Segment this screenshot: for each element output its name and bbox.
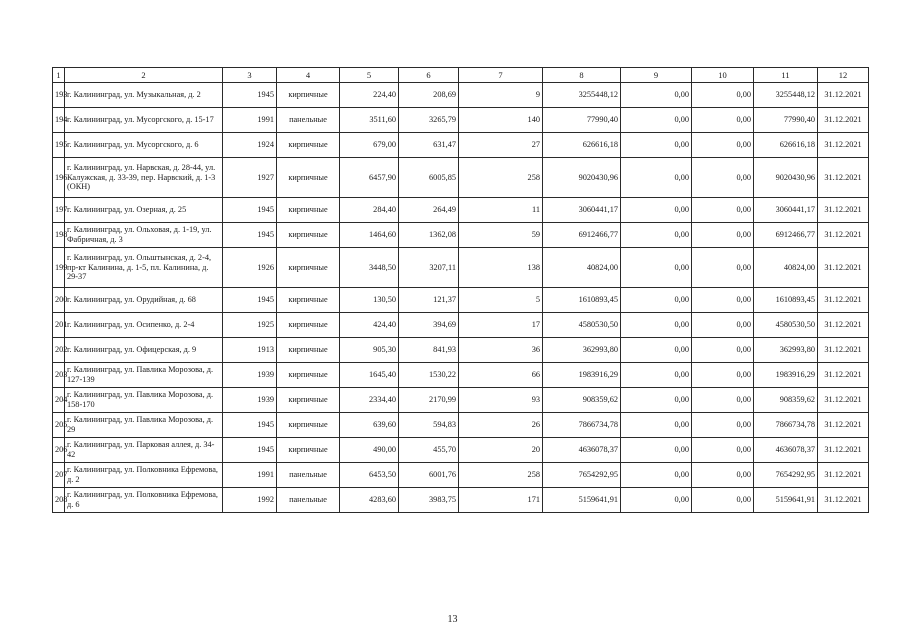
living-area-cell: 631,47 xyxy=(399,133,459,158)
address-cell: г. Калининград, ул. Ольховая, д. 1-19, ул. Фабричная, д. 3 xyxy=(65,223,223,248)
year-cell: 1945 xyxy=(223,223,277,248)
cost-budget-cell: 3255448,12 xyxy=(754,83,818,108)
wall-material-cell: кирпичные xyxy=(277,198,340,223)
living-area-cell: 594,83 xyxy=(399,413,459,438)
cost-total-cell: 5159641,91 xyxy=(543,488,621,513)
header-cell: 1 xyxy=(53,68,65,83)
address-cell: г. Калининград, ул. Офицерская, д. 9 xyxy=(65,338,223,363)
table-row xyxy=(53,198,869,223)
cost-budget-cell: 9020430,96 xyxy=(754,158,818,198)
completion-date-cell: 31.12.2021 xyxy=(818,158,869,198)
cost-owner-cell: 0,00 xyxy=(692,488,754,513)
cost-total-cell: 1610893,45 xyxy=(543,288,621,313)
cost-total-cell: 626616,18 xyxy=(543,133,621,158)
table-row xyxy=(53,438,869,463)
year-cell: 1924 xyxy=(223,133,277,158)
address-cell: г. Калининград, ул. Павлика Морозова, д. 29 xyxy=(65,413,223,438)
cost-budget-cell: 7654292,95 xyxy=(754,463,818,488)
housing-registry-table xyxy=(52,67,869,513)
wall-material-cell: кирпичные xyxy=(277,288,340,313)
cost-owner-cell: 0,00 xyxy=(692,133,754,158)
living-area-cell: 1362,08 xyxy=(399,223,459,248)
total-area-cell: 6453,50 xyxy=(340,463,399,488)
residents-cell: 138 xyxy=(459,248,543,288)
header-cell: 3 xyxy=(223,68,277,83)
total-area-cell: 284,40 xyxy=(340,198,399,223)
cost-budget-cell: 5159641,91 xyxy=(754,488,818,513)
cost-owner-cell: 0,00 xyxy=(692,83,754,108)
header-cell: 4 xyxy=(277,68,340,83)
residents-cell: 258 xyxy=(459,463,543,488)
cost-owner-cell: 0,00 xyxy=(692,413,754,438)
cost-total-cell: 9020430,96 xyxy=(543,158,621,198)
row-number: 203 xyxy=(53,363,65,388)
wall-material-cell: кирпичные xyxy=(277,133,340,158)
residents-cell: 258 xyxy=(459,158,543,198)
living-area-cell: 3983,75 xyxy=(399,488,459,513)
completion-date-cell: 31.12.2021 xyxy=(818,223,869,248)
year-cell: 1945 xyxy=(223,288,277,313)
cost-fund-cell: 0,00 xyxy=(621,488,692,513)
address-cell: г. Калининград, ул. Полковника Ефремова, д. 2 xyxy=(65,463,223,488)
living-area-cell: 841,93 xyxy=(399,338,459,363)
header-cell: 9 xyxy=(621,68,692,83)
header-cell: 2 xyxy=(65,68,223,83)
total-area-cell: 130,50 xyxy=(340,288,399,313)
cost-total-cell: 3255448,12 xyxy=(543,83,621,108)
cost-fund-cell: 0,00 xyxy=(621,198,692,223)
cost-budget-cell: 7866734,78 xyxy=(754,413,818,438)
row-number: 193 xyxy=(53,83,65,108)
living-area-cell: 6001,76 xyxy=(399,463,459,488)
residents-cell: 59 xyxy=(459,223,543,248)
year-cell: 1926 xyxy=(223,248,277,288)
cost-budget-cell: 6912466,77 xyxy=(754,223,818,248)
row-number: 207 xyxy=(53,463,65,488)
table-row xyxy=(53,463,869,488)
row-number: 194 xyxy=(53,108,65,133)
completion-date-cell: 31.12.2021 xyxy=(818,488,869,513)
completion-date-cell: 31.12.2021 xyxy=(818,248,869,288)
residents-cell: 9 xyxy=(459,83,543,108)
total-area-cell: 2334,40 xyxy=(340,388,399,413)
row-number: 204 xyxy=(53,388,65,413)
residents-cell: 17 xyxy=(459,313,543,338)
total-area-cell: 3448,50 xyxy=(340,248,399,288)
wall-material-cell: панельные xyxy=(277,488,340,513)
row-number: 199 xyxy=(53,248,65,288)
address-cell: г. Калининград, ул. Осипенко, д. 2-4 xyxy=(65,313,223,338)
cost-fund-cell: 0,00 xyxy=(621,158,692,198)
cost-total-cell: 7866734,78 xyxy=(543,413,621,438)
living-area-cell: 3207,11 xyxy=(399,248,459,288)
table-row xyxy=(53,83,869,108)
table-row xyxy=(53,388,869,413)
address-cell: г. Калининград, ул. Нарвская, д. 28-44, ул. Калужская, д. 33-39, пер. Нарвский, д. 1-3 (ОКН) xyxy=(65,158,223,198)
address-cell: г. Калининград, ул. Мусоргского, д. 6 xyxy=(65,133,223,158)
cost-owner-cell: 0,00 xyxy=(692,198,754,223)
year-cell: 1945 xyxy=(223,83,277,108)
address-cell: г. Калининград, ул. Озерная, д. 25 xyxy=(65,198,223,223)
table-row xyxy=(53,223,869,248)
cost-budget-cell: 4636078,37 xyxy=(754,438,818,463)
header-cell: 6 xyxy=(399,68,459,83)
total-area-cell: 905,30 xyxy=(340,338,399,363)
cost-owner-cell: 0,00 xyxy=(692,313,754,338)
address-cell: г. Калининград, ул. Орудийная, д. 68 xyxy=(65,288,223,313)
completion-date-cell: 31.12.2021 xyxy=(818,413,869,438)
column-number-header-row xyxy=(53,68,869,83)
table-row xyxy=(53,413,869,438)
header-cell: 7 xyxy=(459,68,543,83)
header-cell: 12 xyxy=(818,68,869,83)
cost-owner-cell: 0,00 xyxy=(692,248,754,288)
row-number: 197 xyxy=(53,198,65,223)
wall-material-cell: кирпичные xyxy=(277,388,340,413)
cost-fund-cell: 0,00 xyxy=(621,108,692,133)
total-area-cell: 639,60 xyxy=(340,413,399,438)
address-cell: г. Калининград, ул. Ольштынская, д. 2-4, пр-кт Калинина, д. 1-5, пл. Калинина, д. 29-37 xyxy=(65,248,223,288)
cost-total-cell: 7654292,95 xyxy=(543,463,621,488)
residents-cell: 26 xyxy=(459,413,543,438)
cost-budget-cell: 362993,80 xyxy=(754,338,818,363)
wall-material-cell: кирпичные xyxy=(277,438,340,463)
cost-total-cell: 4580530,50 xyxy=(543,313,621,338)
total-area-cell: 4283,60 xyxy=(340,488,399,513)
living-area-cell: 455,70 xyxy=(399,438,459,463)
table-row xyxy=(53,133,869,158)
total-area-cell: 224,40 xyxy=(340,83,399,108)
cost-fund-cell: 0,00 xyxy=(621,223,692,248)
year-cell: 1945 xyxy=(223,413,277,438)
header-cell: 11 xyxy=(754,68,818,83)
cost-budget-cell: 908359,62 xyxy=(754,388,818,413)
address-cell: г. Калининград, ул. Парковая аллея, д. 34-42 xyxy=(65,438,223,463)
cost-owner-cell: 0,00 xyxy=(692,463,754,488)
address-cell: г. Калининград, ул. Музыкальная, д. 2 xyxy=(65,83,223,108)
header-cell: 8 xyxy=(543,68,621,83)
wall-material-cell: кирпичные xyxy=(277,223,340,248)
living-area-cell: 121,37 xyxy=(399,288,459,313)
cost-owner-cell: 0,00 xyxy=(692,388,754,413)
cost-total-cell: 3060441,17 xyxy=(543,198,621,223)
total-area-cell: 6457,90 xyxy=(340,158,399,198)
cost-owner-cell: 0,00 xyxy=(692,108,754,133)
address-cell: г. Калининград, ул. Полковника Ефремова, д. 6 xyxy=(65,488,223,513)
residents-cell: 11 xyxy=(459,198,543,223)
row-number: 205 xyxy=(53,413,65,438)
cost-total-cell: 908359,62 xyxy=(543,388,621,413)
completion-date-cell: 31.12.2021 xyxy=(818,313,869,338)
completion-date-cell: 31.12.2021 xyxy=(818,363,869,388)
wall-material-cell: кирпичные xyxy=(277,158,340,198)
year-cell: 1945 xyxy=(223,438,277,463)
residents-cell: 36 xyxy=(459,338,543,363)
wall-material-cell: панельные xyxy=(277,463,340,488)
cost-fund-cell: 0,00 xyxy=(621,288,692,313)
cost-fund-cell: 0,00 xyxy=(621,463,692,488)
cost-budget-cell: 1983916,29 xyxy=(754,363,818,388)
total-area-cell: 3511,60 xyxy=(340,108,399,133)
row-number: 206 xyxy=(53,438,65,463)
wall-material-cell: кирпичные xyxy=(277,248,340,288)
cost-fund-cell: 0,00 xyxy=(621,413,692,438)
cost-fund-cell: 0,00 xyxy=(621,338,692,363)
table-row xyxy=(53,313,869,338)
completion-date-cell: 31.12.2021 xyxy=(818,288,869,313)
wall-material-cell: кирпичные xyxy=(277,83,340,108)
completion-date-cell: 31.12.2021 xyxy=(818,463,869,488)
year-cell: 1992 xyxy=(223,488,277,513)
cost-budget-cell: 4580530,50 xyxy=(754,313,818,338)
wall-material-cell: кирпичные xyxy=(277,363,340,388)
residents-cell: 20 xyxy=(459,438,543,463)
cost-budget-cell: 626616,18 xyxy=(754,133,818,158)
total-area-cell: 1464,60 xyxy=(340,223,399,248)
completion-date-cell: 31.12.2021 xyxy=(818,338,869,363)
address-cell: г. Калининград, ул. Мусоргского, д. 15-17 xyxy=(65,108,223,133)
table-row xyxy=(53,158,869,198)
cost-owner-cell: 0,00 xyxy=(692,158,754,198)
year-cell: 1991 xyxy=(223,463,277,488)
cost-owner-cell: 0,00 xyxy=(692,223,754,248)
cost-total-cell: 362993,80 xyxy=(543,338,621,363)
wall-material-cell: кирпичные xyxy=(277,338,340,363)
cost-fund-cell: 0,00 xyxy=(621,388,692,413)
table-row xyxy=(53,488,869,513)
living-area-cell: 3265,79 xyxy=(399,108,459,133)
completion-date-cell: 31.12.2021 xyxy=(818,133,869,158)
cost-fund-cell: 0,00 xyxy=(621,313,692,338)
living-area-cell: 208,69 xyxy=(399,83,459,108)
page-number: 13 xyxy=(447,614,458,625)
total-area-cell: 490,00 xyxy=(340,438,399,463)
cost-owner-cell: 0,00 xyxy=(692,363,754,388)
row-number: 200 xyxy=(53,288,65,313)
cost-fund-cell: 0,00 xyxy=(621,438,692,463)
residents-cell: 27 xyxy=(459,133,543,158)
completion-date-cell: 31.12.2021 xyxy=(818,388,869,413)
address-cell: г. Калининград, ул. Павлика Морозова, д. 127-139 xyxy=(65,363,223,388)
year-cell: 1939 xyxy=(223,388,277,413)
residents-cell: 93 xyxy=(459,388,543,413)
year-cell: 1991 xyxy=(223,108,277,133)
year-cell: 1945 xyxy=(223,198,277,223)
row-number: 195 xyxy=(53,133,65,158)
completion-date-cell: 31.12.2021 xyxy=(818,83,869,108)
row-number: 201 xyxy=(53,313,65,338)
header-cell: 10 xyxy=(692,68,754,83)
residents-cell: 66 xyxy=(459,363,543,388)
address-cell: г. Калининград, ул. Павлика Морозова, д. 158-170 xyxy=(65,388,223,413)
living-area-cell: 1530,22 xyxy=(399,363,459,388)
cost-total-cell: 1983916,29 xyxy=(543,363,621,388)
cost-owner-cell: 0,00 xyxy=(692,438,754,463)
living-area-cell: 264,49 xyxy=(399,198,459,223)
completion-date-cell: 31.12.2021 xyxy=(818,198,869,223)
table-row xyxy=(53,108,869,133)
completion-date-cell: 31.12.2021 xyxy=(818,438,869,463)
wall-material-cell: кирпичные xyxy=(277,413,340,438)
completion-date-cell: 31.12.2021 xyxy=(818,108,869,133)
row-number: 208 xyxy=(53,488,65,513)
living-area-cell: 394,69 xyxy=(399,313,459,338)
row-number: 202 xyxy=(53,338,65,363)
year-cell: 1927 xyxy=(223,158,277,198)
cost-fund-cell: 0,00 xyxy=(621,133,692,158)
table-row xyxy=(53,338,869,363)
cost-owner-cell: 0,00 xyxy=(692,288,754,313)
table-row xyxy=(53,248,869,288)
cost-total-cell: 77990,40 xyxy=(543,108,621,133)
cost-total-cell: 4636078,37 xyxy=(543,438,621,463)
header-cell: 5 xyxy=(340,68,399,83)
residents-cell: 171 xyxy=(459,488,543,513)
total-area-cell: 679,00 xyxy=(340,133,399,158)
year-cell: 1939 xyxy=(223,363,277,388)
total-area-cell: 1645,40 xyxy=(340,363,399,388)
row-number: 196 xyxy=(53,158,65,198)
wall-material-cell: кирпичные xyxy=(277,313,340,338)
cost-owner-cell: 0,00 xyxy=(692,338,754,363)
cost-fund-cell: 0,00 xyxy=(621,248,692,288)
year-cell: 1913 xyxy=(223,338,277,363)
table-row xyxy=(53,363,869,388)
cost-fund-cell: 0,00 xyxy=(621,363,692,388)
cost-budget-cell: 3060441,17 xyxy=(754,198,818,223)
cost-fund-cell: 0,00 xyxy=(621,83,692,108)
total-area-cell: 424,40 xyxy=(340,313,399,338)
row-number: 198 xyxy=(53,223,65,248)
living-area-cell: 6005,85 xyxy=(399,158,459,198)
residents-cell: 140 xyxy=(459,108,543,133)
year-cell: 1925 xyxy=(223,313,277,338)
cost-budget-cell: 1610893,45 xyxy=(754,288,818,313)
wall-material-cell: панельные xyxy=(277,108,340,133)
cost-total-cell: 40824,00 xyxy=(543,248,621,288)
living-area-cell: 2170,99 xyxy=(399,388,459,413)
cost-total-cell: 6912466,77 xyxy=(543,223,621,248)
cost-budget-cell: 77990,40 xyxy=(754,108,818,133)
residents-cell: 5 xyxy=(459,288,543,313)
cost-budget-cell: 40824,00 xyxy=(754,248,818,288)
table-row xyxy=(53,288,869,313)
